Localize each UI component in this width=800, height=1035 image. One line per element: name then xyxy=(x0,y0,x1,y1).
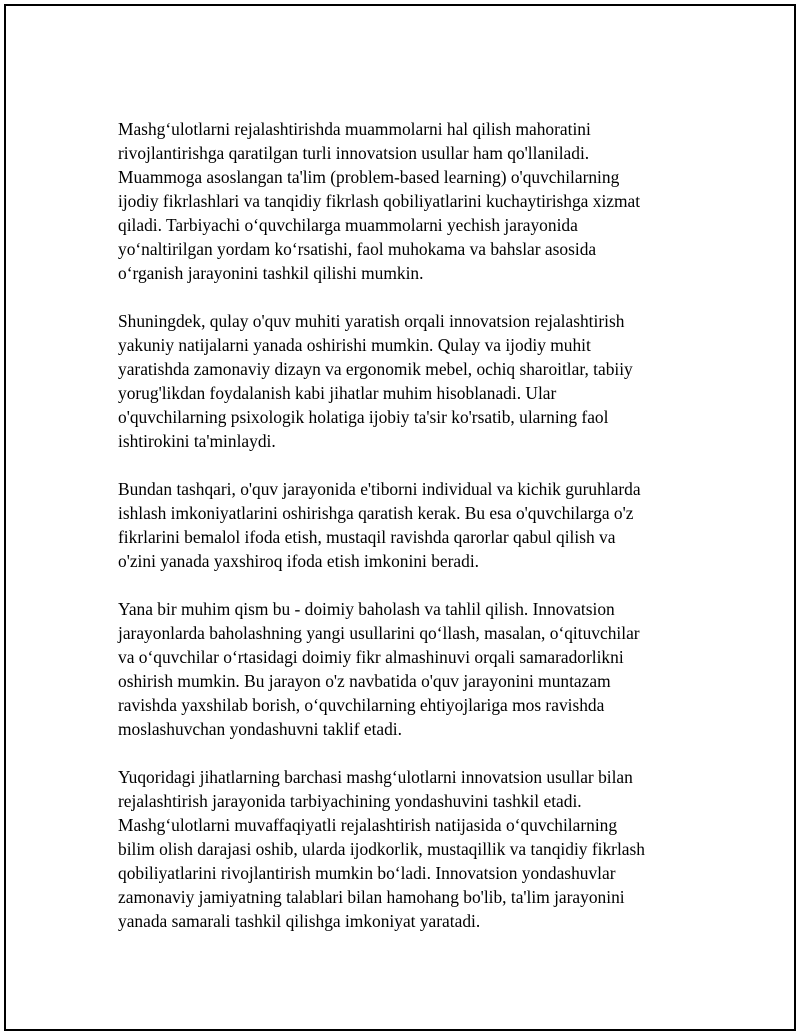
text-line: bilim olish darajasi oshib, ularda ijodkorlik, mustaqillik va tanqidiy fikrlash xyxy=(118,839,645,859)
text-line: jarayonlarda baholashning yangi usullarini qo‘llash, masalan, o‘qituvchilar xyxy=(118,623,640,643)
text-line: o‘rganish jarayonini tashkil qilishi mumkin. xyxy=(118,263,424,283)
text-line: ravishda yaxshilab borish, o‘quvchilarning ehtiyojlariga mos ravishda xyxy=(118,695,605,715)
paragraph-assessment xyxy=(118,597,698,741)
paragraph-problem-based-learning xyxy=(118,117,698,285)
text-line: oshirish mumkin. Bu jarayon o'z navbatida o'quv jarayonini muntazam xyxy=(118,671,611,691)
text-line: rivojlantirishga qaratilgan turli innovatsion usullar ham qo'llaniladi. xyxy=(118,143,590,163)
text-line: fikrlarini bemalol ifoda etish, mustaqil ravishda qarorlar qabul qilish va xyxy=(118,527,616,547)
text-line: Bundan tashqari, o'quv jarayonida e'tiborni individual va kichik guruhlarda xyxy=(118,479,641,499)
text-line: yo‘naltirilgan yordam ko‘rsatishi, faol muhokama va bahslar asosida xyxy=(118,239,597,259)
text-line: zamonaviy jamiyatning talablari bilan hamohang bo'lib, ta'lim jarayonini xyxy=(118,887,625,907)
text-line: va o‘quvchilar o‘rtasidagi doimiy fikr almashinuvi orqali samaradorlikni xyxy=(118,647,624,667)
text-line: Muammoga asoslangan ta'lim (problem-based learning) o'quvchilarning xyxy=(118,167,620,187)
text-line: o'quvchilarning psixologik holatiga ijobiy ta'sir ko'rsatib, ularning faol xyxy=(118,407,609,427)
text-line: yanada samarali tashkil qilishga imkoniyat yaratadi. xyxy=(118,911,481,931)
text-line: ishlash imkoniyatlarini oshirishga qaratish kerak. Bu esa o'quvchilarga o'z xyxy=(118,503,634,523)
text-line: qobiliyatlarini rivojlantirish mumkin bo‘ladi. Innovatsion yondashuvlar xyxy=(118,863,616,883)
document-body xyxy=(118,117,698,957)
text-line: Mashg‘ulotlarni rejalashtirishda muammolarni hal qilish mahoratini xyxy=(118,119,591,139)
text-line: ishtirokini ta'minlaydi. xyxy=(118,431,276,451)
text-line: qiladi. Tarbiyachi o‘quvchilarga muammolarni yechish jarayonida xyxy=(118,215,578,235)
text-line: Yana bir muhim qism bu - doimiy baholash va tahlil qilish. Innovatsion xyxy=(118,599,615,619)
paragraph-learning-environment xyxy=(118,309,698,453)
paragraph-conclusion xyxy=(118,765,698,933)
text-line: ijodiy fikrlashlari va tanqidiy fikrlash qobiliyatlarini kuchaytirishga xizmat xyxy=(118,191,641,211)
text-line: yorug'likdan foydalanish kabi jihatlar muhim hisoblanadi. Ular xyxy=(118,383,557,403)
text-line: o'zini yanada yaxshiroq ifoda etish imkonini beradi. xyxy=(118,551,479,571)
text-line: rejalashtirish jarayonida tarbiyachining yondashuvini tashkil etadi. xyxy=(118,791,582,811)
text-line: Yuqoridagi jihatlarning barchasi mashg‘ulotlarni innovatsion usullar bilan xyxy=(118,767,633,787)
text-line: yaratishda zamonaviy dizayn va ergonomik mebel, ochiq sharoitlar, tabiiy xyxy=(118,359,633,379)
text-line: Mashg‘ulotlarni muvaffaqiyatli rejalashtirish natijasida o‘quvchilarning xyxy=(118,815,618,835)
text-line: yakuniy natijalarni yanada oshirishi mumkin. Qulay va ijodiy muhit xyxy=(118,335,591,355)
text-line: Shuningdek, qulay o'quv muhiti yaratish orqali innovatsion rejalashtirish xyxy=(118,311,625,331)
paragraph-group-work xyxy=(118,477,698,573)
text-line: moslashuvchan yondashuvni taklif etadi. xyxy=(118,719,402,739)
